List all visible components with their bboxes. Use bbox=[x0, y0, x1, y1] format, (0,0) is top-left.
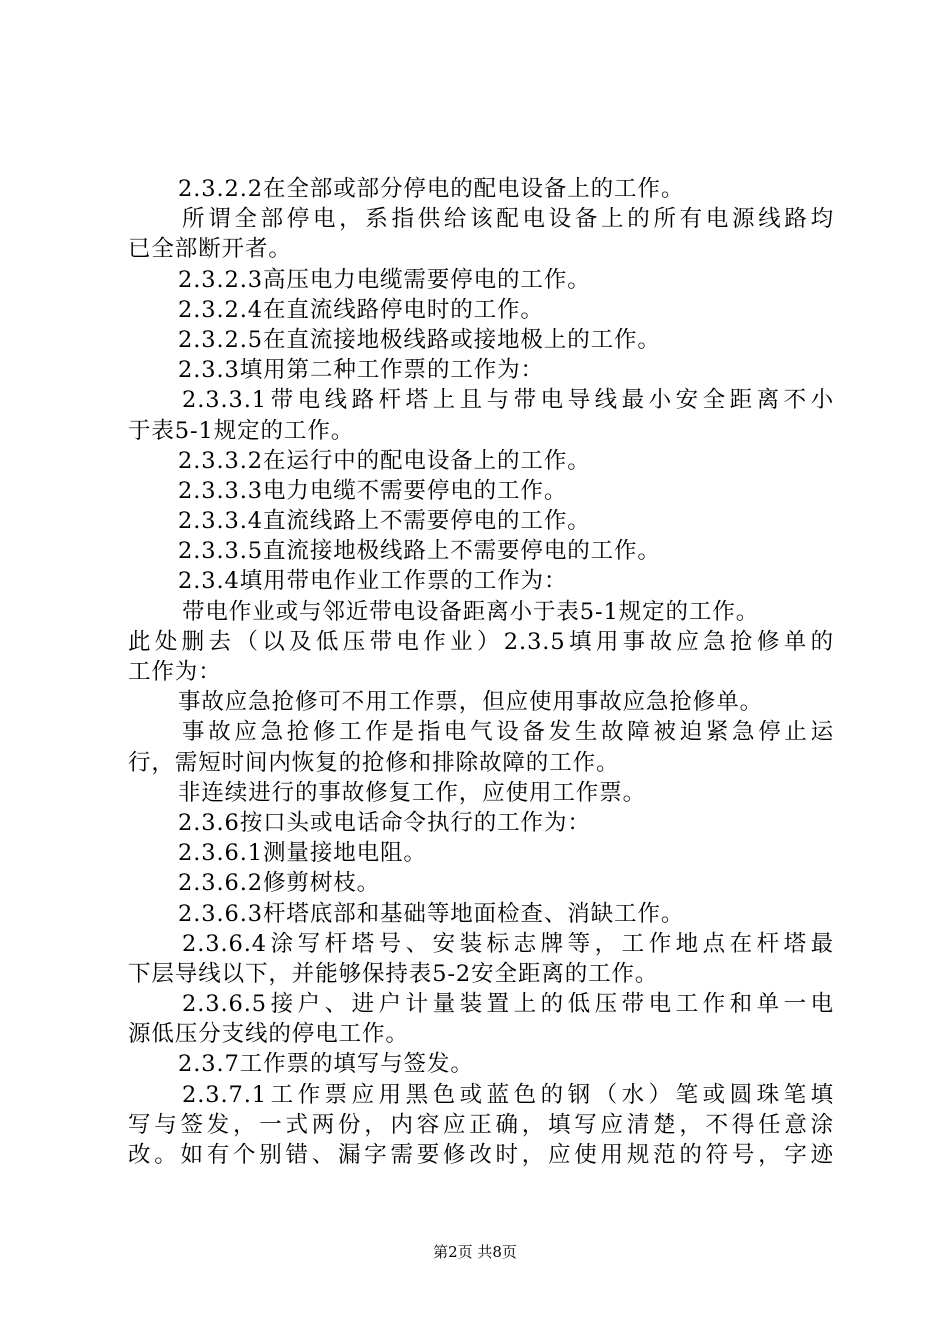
text-line: 2.3.7工作票的填写与签发。 bbox=[178, 1051, 474, 1078]
text-line: 2.3.6.5接户、进户计量装置上的低压带电工作和单一电 bbox=[182, 991, 834, 1018]
text-line: 事故应急抢修可不用工作票，但应使用事故应急抢修单。 bbox=[178, 689, 764, 716]
page-footer: 第2页 共8页 bbox=[433, 1243, 517, 1261]
text-line: 2.3.3.4直流线路上不需要停电的工作。 bbox=[178, 508, 591, 535]
text-line: 2.3.2.2在全部或部分停电的配电设备上的工作。 bbox=[178, 176, 685, 202]
text-line: 2.3.2.5在直流接地极线路或接地极上的工作。 bbox=[178, 326, 661, 353]
text-line: 事故应急抢修工作是指电气设备发生故障被迫紧急停止运 bbox=[182, 719, 834, 746]
text-line: 2.3.7.1工作票应用黑色或蓝色的钢（水）笔或圆珠笔填 bbox=[182, 1081, 834, 1108]
text-line: 2.3.3.1带电线路杆塔上且与带电导线最小安全距离不小 bbox=[182, 387, 834, 414]
text-line: 2.3.3.2在运行中的配电设备上的工作。 bbox=[178, 447, 591, 474]
text-line: 工作为： bbox=[128, 659, 222, 685]
text-line: 2.3.2.4在直流线路停电时的工作。 bbox=[178, 296, 544, 323]
text-line: 2.3.4填用带电作业工作票的工作为： bbox=[178, 568, 568, 595]
text-line: 非连续进行的事故修复工作，应使用工作票。 bbox=[178, 779, 647, 806]
text-line: 改。如有个别错、漏字需要修改时，应使用规范的符号，字迹 bbox=[128, 1142, 834, 1168]
text-line: 2.3.3.5直流接地极线路上不需要停电的工作。 bbox=[178, 538, 661, 565]
text-line: 所谓全部停电，系指供给该配电设备上的所有电源线路均 bbox=[182, 206, 834, 233]
text-line: 2.3.3.3电力电缆不需要停电的工作。 bbox=[178, 477, 568, 504]
text-line: 写与签发，一式两份，内容应正确，填写应清楚，不得任意涂 bbox=[128, 1111, 834, 1138]
text-line: 2.3.6.2修剪树枝。 bbox=[178, 870, 381, 897]
text-line: 2.3.6按口头或电话命令执行的工作为： bbox=[178, 809, 591, 836]
text-line: 2.3.6.1测量接地电阻。 bbox=[178, 840, 427, 867]
text-line: 2.3.3填用第二种工作票的工作为： bbox=[178, 357, 544, 384]
text-line: 2.3.6.3杆塔底部和基础等地面检查、消缺工作。 bbox=[178, 900, 685, 927]
document-body bbox=[128, 174, 834, 1170]
text-line: 行，需短时间内恢复的抢修和排除故障的工作。 bbox=[128, 749, 620, 776]
text-line: 下层导线以下，并能够保持表5-2安全距离的工作。 bbox=[128, 960, 659, 987]
text-line: 于表5-1规定的工作。 bbox=[128, 417, 355, 444]
text-line: 2.3.6.4涂写杆塔号、安装标志牌等，工作地点在杆塔最 bbox=[182, 930, 834, 957]
text-line: 此处删去（以及低压带电作业）2.3.5填用事故应急抢修单的 bbox=[128, 628, 834, 655]
text-line: 已全部断开者。 bbox=[128, 236, 292, 263]
text-line: 2.3.2.3高压电力电缆需要停电的工作。 bbox=[178, 266, 591, 293]
text-line: 带电作业或与邻近带电设备距离小于表5-1规定的工作。 bbox=[182, 598, 760, 625]
text-line: 源低压分支线的停电工作。 bbox=[128, 1021, 409, 1048]
